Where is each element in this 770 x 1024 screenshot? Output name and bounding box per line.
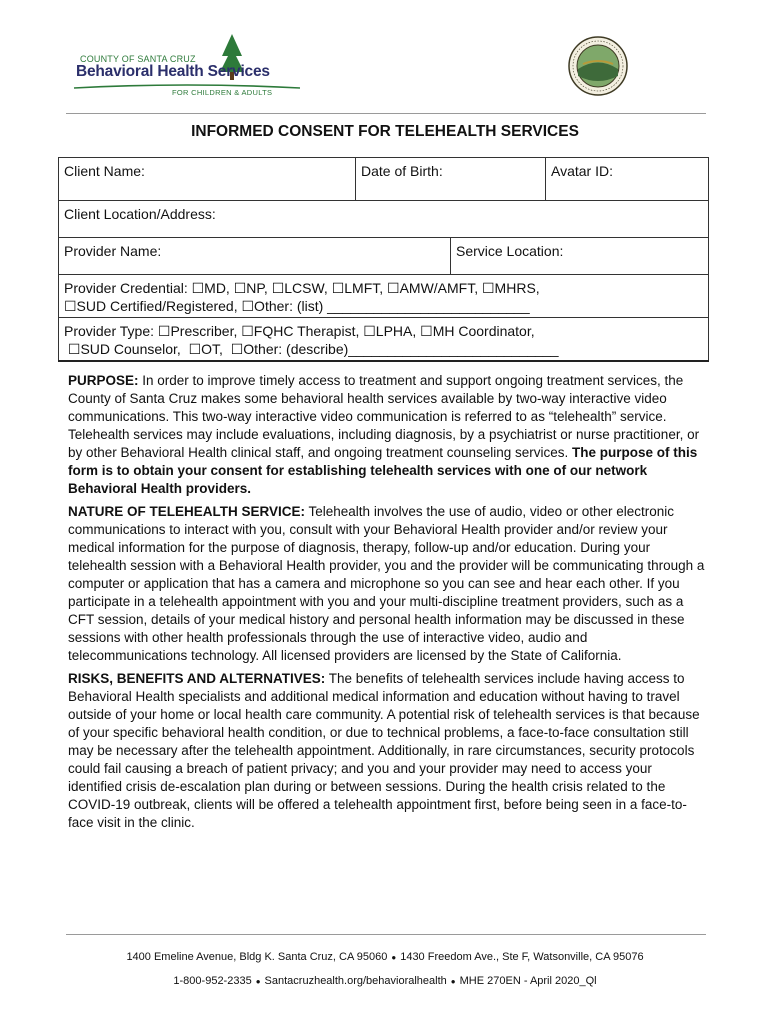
- provider-name-label: Provider Name:: [64, 243, 162, 259]
- footer-contact: [0, 975, 770, 987]
- consent-body: [68, 372, 708, 837]
- nature-paragraph: [68, 503, 708, 665]
- purpose-bold-text: The purpose of this form is to obtain your consent for establishing telehealth services with one of our network Behavioral Health providers.: [68, 445, 698, 496]
- service-location-label: Service Location:: [455, 243, 564, 259]
- bullet-icon: ●: [255, 976, 261, 986]
- risks-text: The benefits of telehealth services include having access to Behavioral Health specialists and additional medical information and education without having to travel outside of your home or local health care community. A potential risk of telehealth services is that because of your specific behavioral health condition, or due to technical problems, a face-to-face consultation still may be necessary after the telehealth appointment. Additionally, in rare circumstances, security protocols could fail causing a breach of patient privacy; and you and your provider may need to access your identified crisis de-escalation plan during or between sessions. During the health crisis related to the COVID-19 outbreak, clients will be offered a telehealth appointment first, before being seen in a face-to-face visit in the clinic.: [68, 671, 700, 830]
- logo-county-text: COUNTY OF SANTA CRUZ: [80, 54, 196, 64]
- bullet-icon: ●: [391, 952, 397, 962]
- risks-heading: RISKS, BENEFITS AND ALTERNATIVES:: [68, 671, 326, 686]
- purpose-text: In order to improve timely access to treatment and support ongoing treatment services, the County of Santa Cruz makes some behavioral health services available by two-way interactive video communications. This two-way interactive video communication is referred to as “telehealth” service. Telehealth services may include evaluations, including diagnosis, by a psychiatrist or nurse practitioner, or by other Behavioral Health clinical staff, and ongoing treatment counseling services.: [68, 373, 700, 460]
- purpose-paragraph: [68, 372, 708, 498]
- page-title: INFORMED CONSENT FOR TELEHEALTH SERVICES: [191, 123, 579, 140]
- client-name-field[interactable]: [59, 158, 356, 201]
- type-line-1: Provider Type: ☐Prescriber, ☐FQHC Therapist, ☐LPHA, ☐MH Coordinator,: [64, 323, 535, 339]
- credential-line-1: Provider Credential: ☐MD, ☐NP, ☐LCSW, ☐LMFT, ☐AMW/AMFT, ☐MHRS,: [64, 280, 540, 296]
- dob-label: Date of Birth:: [361, 163, 443, 179]
- footer-divider: [66, 934, 706, 935]
- header-divider: [66, 113, 706, 114]
- type-line-2: ☐SUD Counselor, ☐OT, ☐Other: (describe)___________________________: [64, 341, 559, 357]
- provider-name-field[interactable]: [59, 238, 451, 275]
- risks-paragraph: [68, 670, 708, 832]
- dob-field[interactable]: [356, 158, 546, 201]
- footer-form-id: MHE 270EN - April 2020_Ql: [459, 975, 597, 987]
- client-name-label: Client Name:: [64, 163, 145, 179]
- avatar-id-field[interactable]: [546, 158, 709, 201]
- provider-type-field[interactable]: [59, 318, 709, 362]
- client-info-form: [58, 157, 709, 362]
- footer-address-1: 1400 Emeline Avenue, Bldg K. Santa Cruz, CA 95060: [126, 951, 388, 963]
- client-location-label: Client Location/Address:: [64, 206, 216, 222]
- bhs-logo: [72, 34, 312, 104]
- footer-phone: 1-800-952-2335: [173, 975, 252, 987]
- footer-website: Santacruzhealth.org/behavioralhealth: [264, 975, 447, 987]
- service-location-field[interactable]: [450, 238, 708, 275]
- footer-addresses: [0, 951, 770, 963]
- logo-name-text: Behavioral Health Services: [76, 63, 270, 80]
- footer-address-2: 1430 Freedom Ave., Ste F, Watsonville, CA 95076: [400, 951, 644, 963]
- nature-text: Telehealth involves the use of audio, video or other electronic communications to interact with you, consult with your Behavioral Health provider and/or review your medical information for the purpose of diagnosis, therapy, follow-up and/or education. During your telehealth session with a Behavioral Health provider, you and the provider will be communicating through a computer or application that has a camera and microphone so you can see and hear each other. If you participate in a telehealth appointment with you and your multi-discipline treatment providers, such as a CFT session, details of your medical history and personal health information may be discussed in these sessions with other health professionals through the use of interactive video, audio and telecommunications technology. All licensed providers are licensed by the State of California.: [68, 504, 705, 663]
- nature-heading: NATURE OF TELEHEALTH SERVICE:: [68, 504, 306, 519]
- county-seal-icon: [568, 36, 628, 96]
- credential-line-2: ☐SUD Certified/Registered, ☐Other: (list) __________________________: [64, 298, 530, 314]
- logo-sub-text: FOR CHILDREN & ADULTS: [172, 88, 273, 97]
- client-location-field[interactable]: [59, 201, 709, 238]
- avatar-id-label: Avatar ID:: [551, 163, 613, 179]
- bullet-icon: ●: [450, 976, 456, 986]
- purpose-heading: PURPOSE:: [68, 373, 139, 388]
- provider-credential-field[interactable]: [59, 275, 709, 318]
